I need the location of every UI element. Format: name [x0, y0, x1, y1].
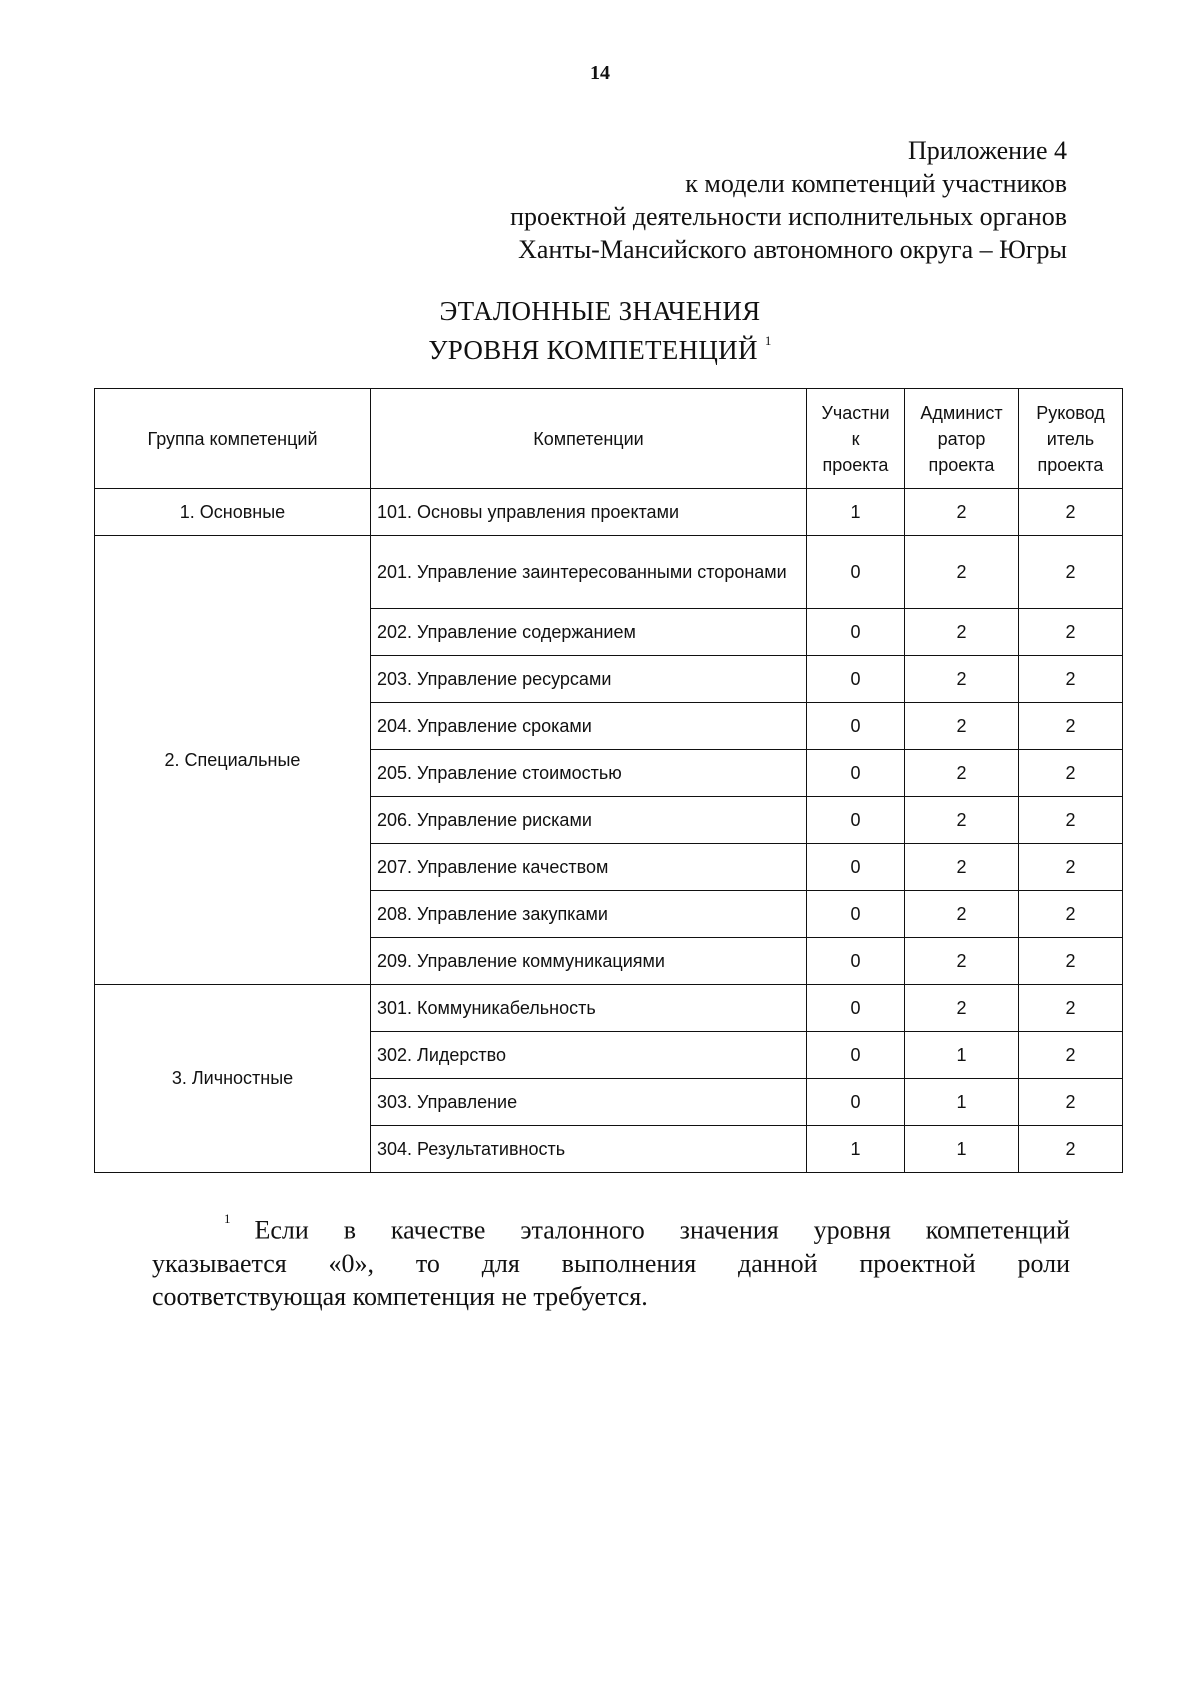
- header-administrator: [905, 389, 1019, 489]
- administrator-value: 2: [905, 536, 1019, 609]
- administrator-value: 1: [905, 1032, 1019, 1079]
- header-line: итель: [1046, 428, 1095, 449]
- appendix-line: к модели компетенций участников: [685, 169, 1067, 198]
- administrator-value: 2: [905, 844, 1019, 891]
- competency-cell: 302. Лидерство: [371, 1032, 807, 1079]
- header-participant: [807, 389, 905, 489]
- administrator-value: 2: [905, 750, 1019, 797]
- participant-value: 0: [807, 1079, 905, 1126]
- manager-value: 2: [1019, 489, 1123, 536]
- manager-value: 2: [1019, 750, 1123, 797]
- manager-value: 2: [1019, 844, 1123, 891]
- group-cell: 2. Специальные: [95, 536, 371, 985]
- title-line: ЭТАЛОННЫЕ ЗНАЧЕНИЯ: [439, 296, 761, 326]
- title-line: [0, 328, 1200, 367]
- title-footnote-mark: 1: [764, 333, 772, 348]
- competency-cell: 101. Основы управления проектами: [371, 489, 807, 536]
- competency-cell: 202. Управление содержанием: [371, 609, 807, 656]
- participant-value: 0: [807, 797, 905, 844]
- participant-value: 0: [807, 985, 905, 1032]
- appendix-line: проектной деятельности исполнительных органов: [510, 202, 1067, 231]
- header-competency: Компетенции: [371, 389, 807, 489]
- group-cell: 1. Основные: [95, 489, 371, 536]
- competency-cell: 209. Управление коммуникациями: [371, 938, 807, 985]
- participant-value: 1: [807, 489, 905, 536]
- administrator-value: 2: [905, 797, 1019, 844]
- competency-cell: 208. Управление закупками: [371, 891, 807, 938]
- manager-value: 2: [1019, 985, 1123, 1032]
- manager-value: 2: [1019, 1032, 1123, 1079]
- participant-value: 0: [807, 844, 905, 891]
- header-group: Группа компетенций: [95, 389, 371, 489]
- header-line: Руковод: [1036, 402, 1105, 423]
- footnote: [152, 1208, 1070, 1313]
- administrator-value: 2: [905, 609, 1019, 656]
- manager-value: 2: [1019, 656, 1123, 703]
- manager-value: 2: [1019, 1126, 1123, 1173]
- footnote-line: указывается «0», то для выполнения данной проектной роли: [152, 1248, 1070, 1278]
- administrator-value: 1: [905, 1126, 1019, 1173]
- competency-cell: 205. Управление стоимостью: [371, 750, 807, 797]
- manager-value: 2: [1019, 891, 1123, 938]
- competency-cell: 204. Управление сроками: [371, 703, 807, 750]
- group-cell: 3. Личностные: [95, 985, 371, 1173]
- competency-cell: 304. Результативность: [371, 1126, 807, 1173]
- participant-value: 0: [807, 891, 905, 938]
- competency-cell: 303. Управление: [371, 1079, 807, 1126]
- header-line: проекта: [1037, 454, 1104, 475]
- footnote-line: соответствующая компетенция не требуется.: [152, 1281, 648, 1311]
- title-line-text: УРОВНЯ КОМПЕТЕНЦИЙ: [428, 335, 758, 365]
- manager-value: 2: [1019, 703, 1123, 750]
- manager-value: 2: [1019, 938, 1123, 985]
- manager-value: 2: [1019, 609, 1123, 656]
- administrator-value: 2: [905, 891, 1019, 938]
- document-title: [0, 294, 1200, 367]
- competency-table: [94, 388, 1123, 1173]
- header-line: Участни: [821, 402, 890, 423]
- footnote-text: Если в качестве эталонного значения уровня компетенций: [254, 1215, 1070, 1245]
- participant-value: 0: [807, 750, 905, 797]
- administrator-value: 2: [905, 656, 1019, 703]
- table-row: [95, 985, 1123, 1032]
- page-number: 14: [590, 62, 610, 84]
- manager-value: 2: [1019, 797, 1123, 844]
- competency-cell: 207. Управление качеством: [371, 844, 807, 891]
- administrator-value: 2: [905, 938, 1019, 985]
- administrator-value: 2: [905, 703, 1019, 750]
- participant-value: 0: [807, 609, 905, 656]
- manager-value: 2: [1019, 536, 1123, 609]
- administrator-value: 1: [905, 1079, 1019, 1126]
- participant-value: 0: [807, 656, 905, 703]
- header-line: к: [851, 428, 860, 449]
- table-row: [95, 536, 1123, 609]
- administrator-value: 2: [905, 985, 1019, 1032]
- header-line: ратор: [937, 428, 986, 449]
- appendix-line: Приложение 4: [907, 136, 1067, 165]
- appendix-line: Ханты-Мансийского автономного округа – Югры: [518, 235, 1067, 264]
- footnote-line: [152, 1208, 1070, 1247]
- table-row: [95, 489, 1123, 536]
- competency-cell: 301. Коммуникабельность: [371, 985, 807, 1032]
- participant-value: 1: [807, 1126, 905, 1173]
- competency-cell: 206. Управление рисками: [371, 797, 807, 844]
- manager-value: 2: [1019, 1079, 1123, 1126]
- participant-value: 0: [807, 1032, 905, 1079]
- footnote-mark: 1: [224, 1211, 231, 1226]
- participant-value: 0: [807, 536, 905, 609]
- competency-cell: 203. Управление ресурсами: [371, 656, 807, 703]
- header-line: проекта: [928, 454, 995, 475]
- header-line: проекта: [822, 454, 889, 475]
- table-header-row: [95, 389, 1123, 489]
- header-line: Админист: [920, 402, 1003, 423]
- appendix-reference: [510, 134, 1067, 266]
- participant-value: 0: [807, 938, 905, 985]
- participant-value: 0: [807, 703, 905, 750]
- competency-cell: 201. Управление заинтересованными сторонами: [371, 536, 807, 609]
- administrator-value: 2: [905, 489, 1019, 536]
- header-manager: [1019, 389, 1123, 489]
